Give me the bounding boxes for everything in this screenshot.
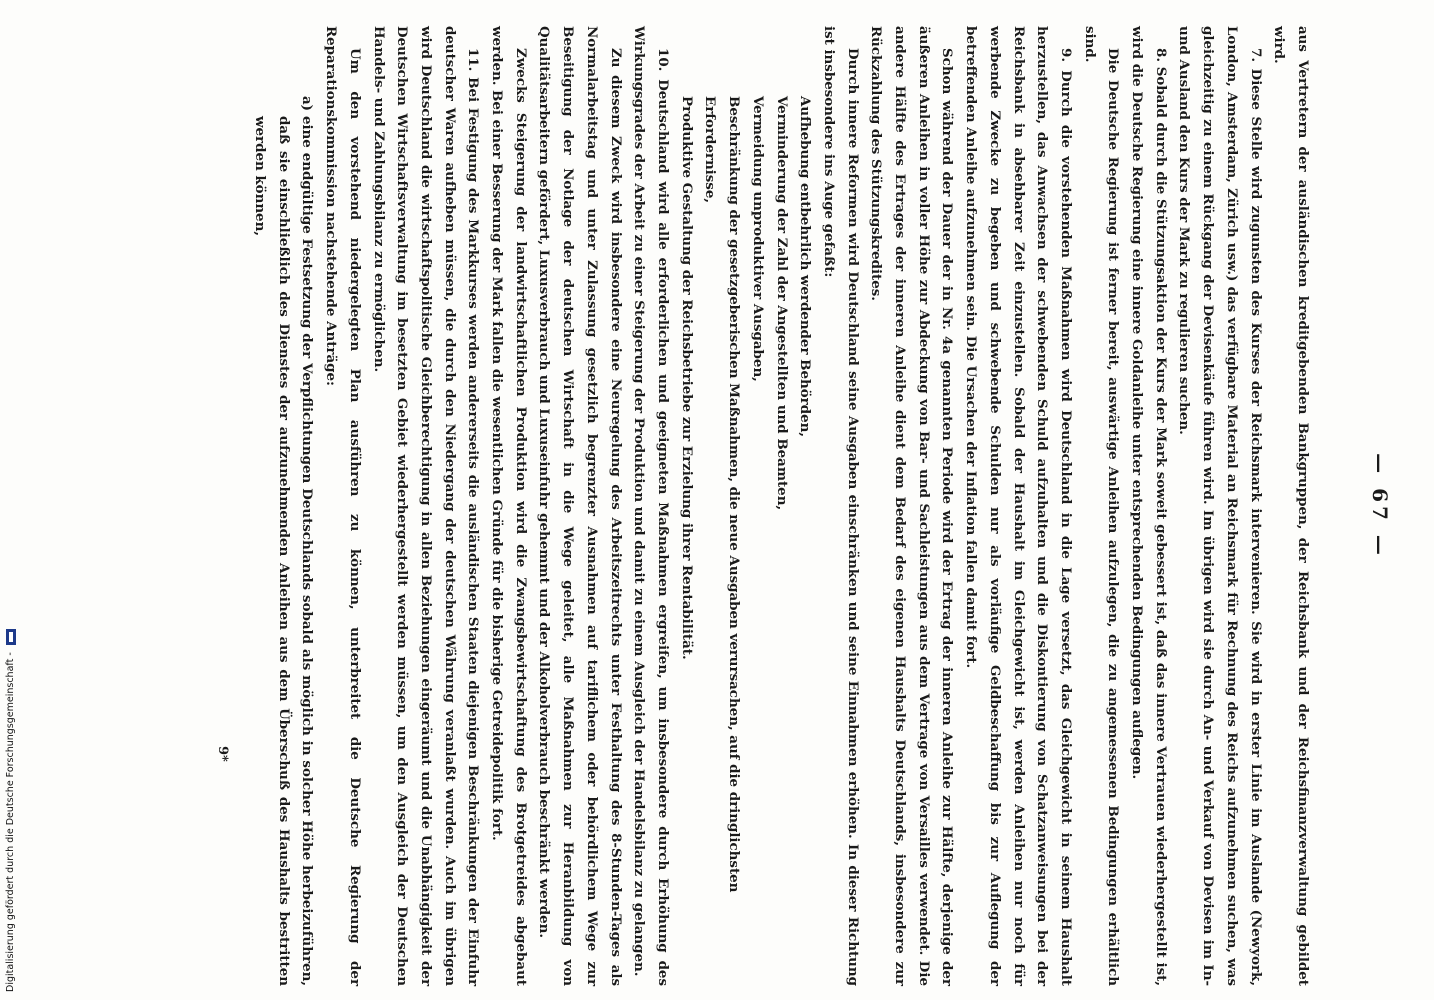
paragraph-agriculture: Zwecks Steigerung der landwirtschaftlichen Produktion wird die Zwangsbewirtschaftung des Brotgetreides abgebaut werden. Bei einer Besserung der Mark fallen die wesentlichen Gründe für die bisherige Getreidepolitik fort.	[489, 26, 529, 986]
digitization-note	[4, 592, 18, 992]
measures-list	[674, 96, 816, 986]
paragraph-9: 9. Durch die vorstehenden Maßnahmen wird Deutschland in die Lage versetzt, das Gleichgewicht in seinem Haushalt herzustellen, das Anwachsen der schwebenden Schuld aufzuhalten und die Diskontierung von Schatzanweisungen bei der Reichsbank in absehbarer Zeit einzustellen. Sobald der Haushalt im Gleichgewicht ist, werden Anleihen nur noch für werbende Zwecke zu begeben und schwebende Schulden nur als vorläufige Geldbeschaffung bis zur Auflegung der betreffenden Anleihe aufzunehmen sein. Die Ursachen der Inflation fallen damit fort.	[963, 26, 1074, 986]
page-content	[192, 26, 1392, 986]
list-item: Beschränkung der gesetzgeberischen Maßnahmen, die neue Ausgaben verursachen, auf die dringlichsten Erfordernisse,	[702, 96, 743, 893]
dfg-logo-icon	[6, 629, 16, 645]
paragraph-continuation: aus Vertretern der ausländischen kreditgebenden Bankgruppen, der Reichsbank und der Reichsfinanzverwaltung gebildet wird.	[1271, 26, 1311, 986]
paragraph-11: 11. Bei Festigung des Markkurses werden andererseits die ausländischen Staaten diejenigen Beschränkungen der Einfuhr deutscher Waren aufheben müssen, die durch den Niedergang der deutschen Währung veranlaßt wurden. Auch im übrigen wird Deutschland die wirtschaftspolitische Gleichberechtigung in allen Beziehungen eingeräumt und die Unabhängigkeit der Deutschen Wirtschaftsverwaltung im besetzten Gebiet wiederhergestellt werden müssen, um den Ausgleich der Deutschen Handels- und Zahlungsbilanz zu ermöglichen.	[370, 26, 482, 986]
requests-list	[247, 96, 318, 986]
paragraph-10: 10. Deutschland wird alle erforderlichen und geeigneten Maßnahmen ergreifen, um insbesondere durch Erhöhung des Wirkungsgrades der Arbeit zu einer Steigerung der Produktion und damit zu einem Ausgleich der Handelsbilanz zu gelangen.	[631, 26, 672, 986]
page-body	[247, 26, 1314, 986]
signature-mark: 9*	[215, 746, 230, 762]
paragraph-7: 7. Diese Stelle wird zugunsten des Kurses der Reichsmark intervenieren. Sie wird in erster Linie im Auslande (Newyork, London, Amsterdam, Zürich usw.) das verfügbare Material an Reichsmark für Rechnung des Reichs aufzunehmen suchen, was gleichzeitig zu einem Rückgang der Devisenkäufe führen wird. Im übrigen wird sie durch An- und Verkauf von Devisen im In- und Ausland den Kurs der Mark zu regulieren suchen.	[1176, 26, 1264, 986]
paragraph-foreign-loans: Die Deutsche Regierung ist ferner bereit, auswärtige Anleihen aufzulegen, die zu angemessenen Bedingungen erhältlich sind.	[1081, 26, 1122, 986]
digitization-note-text: Digitalisierung gefördert durch die Deutsche Forschungsgemeinschaft -	[5, 652, 16, 992]
list-item: Aufhebung entbehrlich werdender Behörden,	[797, 96, 814, 437]
paragraph-working-hours: Zu diesem Zweck wird insbesondere eine Neuregelung des Arbeitszeitrechts unter Festhaltung des 8-Stunden-Tages als Normalarbeitstag und unter Zulassung gesetzlich begrenzter Ausnahmen auf tariflichem oder behördlichem Wege zur Beseitigung der Notlage der deutschen Wirtschaft in die Wege geleitet, alle Maßnahmen zur Heranbildung von Qualitätsarbeitern gefördert, Luxusverbrauch und Luxuseinfuhr gehemmt und der Alkoholverbrauch beschränkt werden.	[536, 26, 624, 986]
paragraph-8: 8. Sobald durch die Stützungsaktion der Kurs der Mark soweit gebessert ist, daß das innere Vertrauen wiederhergestellt ist, wird die Deutsche Regierung eine innere Goldanleihe unter entsprechenden Bedingungen auflegen.	[1129, 26, 1169, 986]
list-item: Produktive Gestaltung der Reichsbetriebe zur Erzielung ihrer Rentabilität.	[678, 96, 695, 660]
page-number: — 67 —	[1368, 453, 1392, 559]
paragraph-reforms: Durch innere Reformen wird Deutschland seine Ausgaben einschränken und seine Einnahmen erhöhen. In dieser Richtung ist insbesondere ins Auge gefaßt:	[820, 26, 861, 986]
paragraph-requests-intro: Um den vorstehend niedergelegten Plan ausführen zu können, unterbreitet die Deutsche Regierung der Reparationskommission nachstehende Anträge:	[323, 26, 363, 986]
paragraph-loan-proceeds: Schon während der Dauer der in Nr. 4a genannten Periode wird der Ertrag der inneren Anleihe zur Hälfte, derjenige der äußeren Anleihen in voller Höhe zur Abdeckung von Bar- und Sachleistungen aus dem Vertrage von Versailles verwendet. Die andere Hälfte des Ertrages der inneren Anleihe dient dem Bedarf des eigenen Haushalts Deutschlands, insbesondere zur Rückzahlung des Stützungskredites.	[868, 26, 956, 986]
list-item: Verminderung der Zahl der Angestellten und Beamten,	[773, 96, 790, 511]
list-item: a) eine endgültige Festsetzung der Verpflichtungen Deutschlands sobald als möglich in solcher Höhe herbeizuführen, daß sie einschließlich des Dienstes der aufzunehmenden Anleihen aus dem Überschuß des Haushalts bestritten werden können,	[252, 96, 316, 986]
list-item: Vermeidung unproduktiver Ausgaben,	[749, 96, 766, 382]
